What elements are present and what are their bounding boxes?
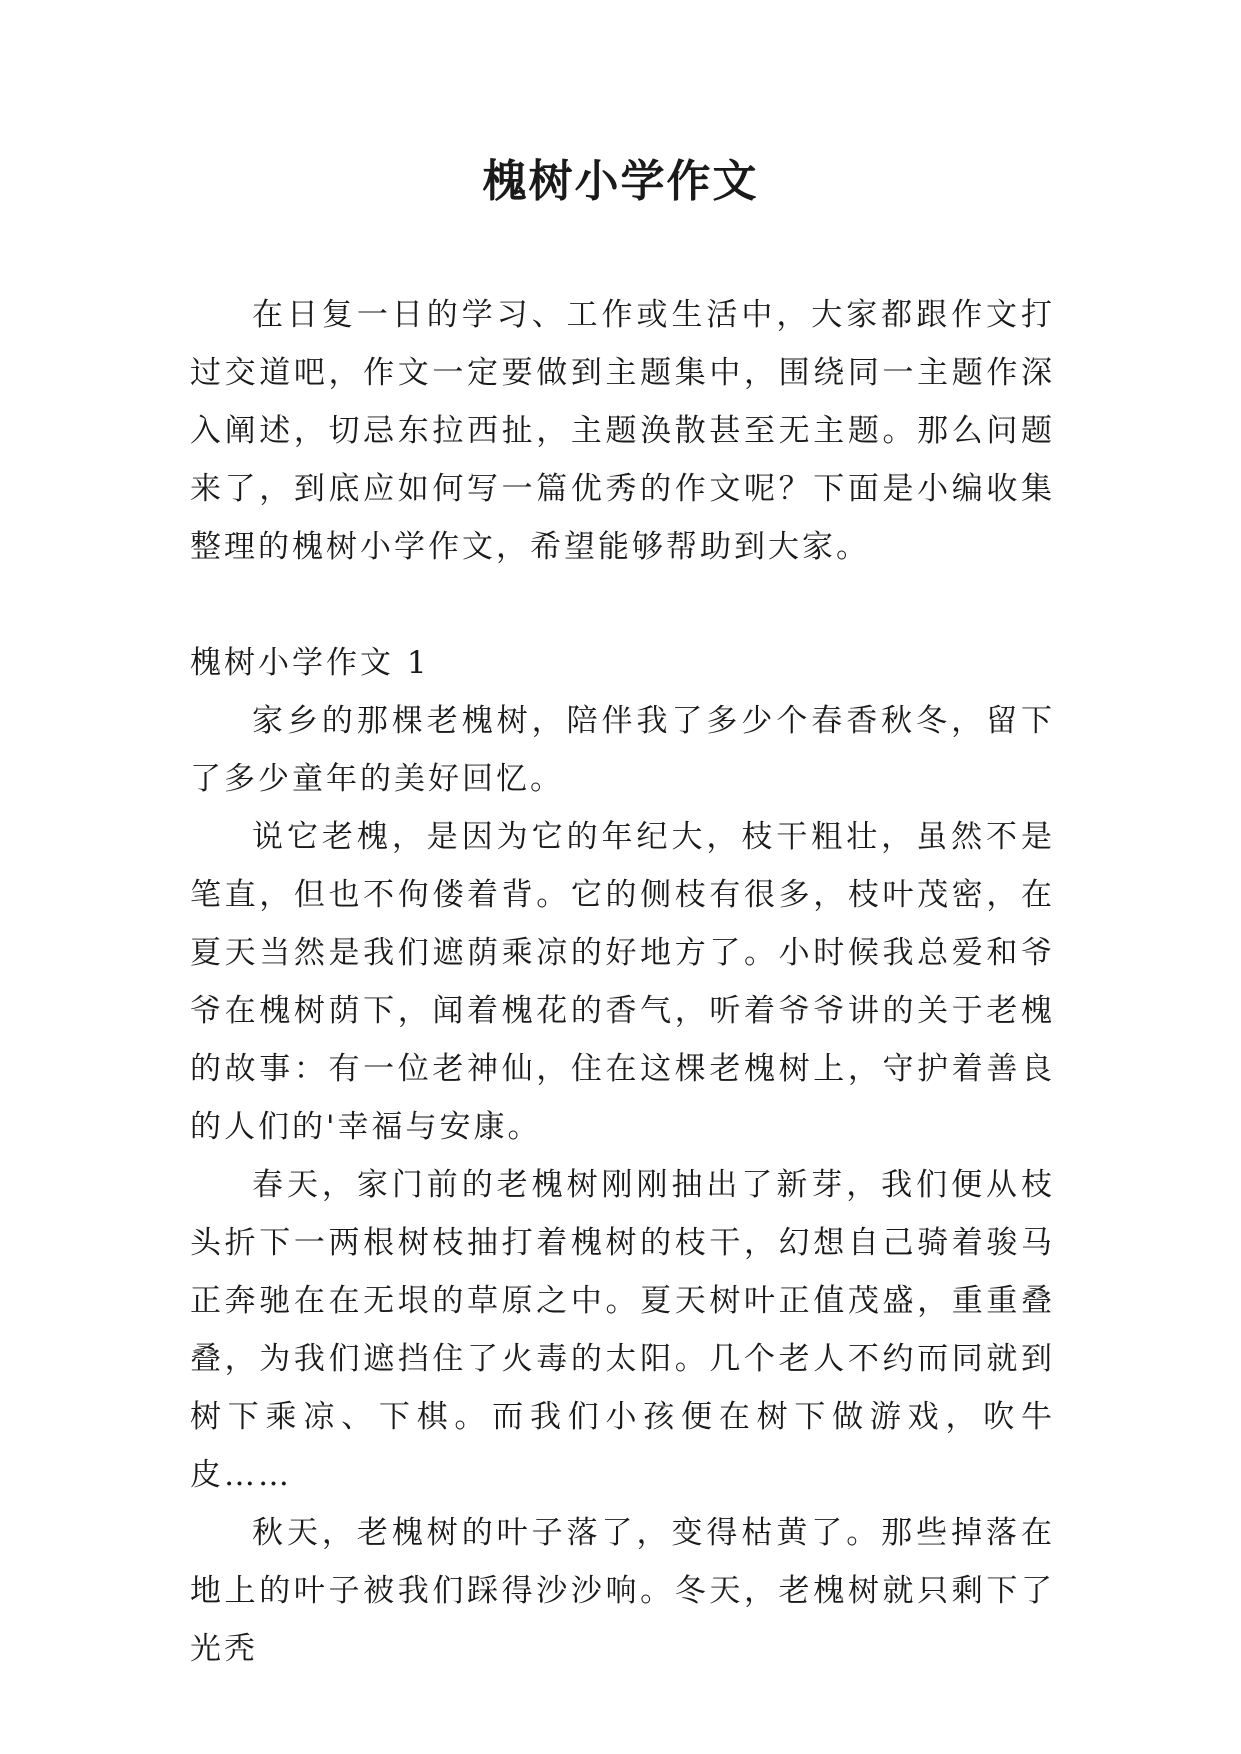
body-paragraph: 秋天，老槐树的叶子落了，变得枯黄了。那些掉落在地上的叶子被我们踩得沙沙响。冬天，老槐树就只剩下了光秃 xyxy=(190,1515,1055,1667)
document-title: 槐树小学作文 xyxy=(482,156,759,207)
intro-paragraph: 在日复一日的学习、工作或生活中，大家都跟作文打过交道吧，作文一定要做到主题集中，围绕同一主题作深入阐述，切忌东拉西扯，主题涣散甚至无主题。那么问题来了，到底应如何写一篇优秀的作文呢？下面是小编收集整理的槐树小学作文，希望能够帮助到大家。 xyxy=(190,297,1055,565)
document-body xyxy=(190,286,1055,1678)
section-heading: 槐树小学作文 1 xyxy=(190,645,430,681)
body-paragraph: 春天，家门前的老槐树刚刚抽出了新芽，我们便从枝头折下一两根树枝抽打着槐树的枝干，幻想自己骑着骏马正奔驰在在无垠的草原之中。夏天树叶正值茂盛，重重叠叠，为我们遮挡住了火毒的太阳。几个老人不约而同就到树下乘凉、下棋。而我们小孩便在树下做游戏，吹牛皮…… xyxy=(190,1167,1055,1493)
body-paragraph: 家乡的那棵老槐树，陪伴我了多少个春香秋冬，留下了多少童年的美好回忆。 xyxy=(190,703,1055,797)
paragraph-spacer xyxy=(190,576,1055,634)
body-paragraph: 说它老槐，是因为它的年纪大，枝干粗壮，虽然不是笔直，但也不佝偻着背。它的侧枝有很多，枝叶茂密，在夏天当然是我们遮荫乘凉的好地方了。小时候我总爱和爷爷在槐树荫下，闻着槐花的香气，听着爷爷讲的关于老槐的故事：有一位老神仙，住在这棵老槐树上，守护着善良的人们的'幸福与安康。 xyxy=(190,819,1055,1145)
